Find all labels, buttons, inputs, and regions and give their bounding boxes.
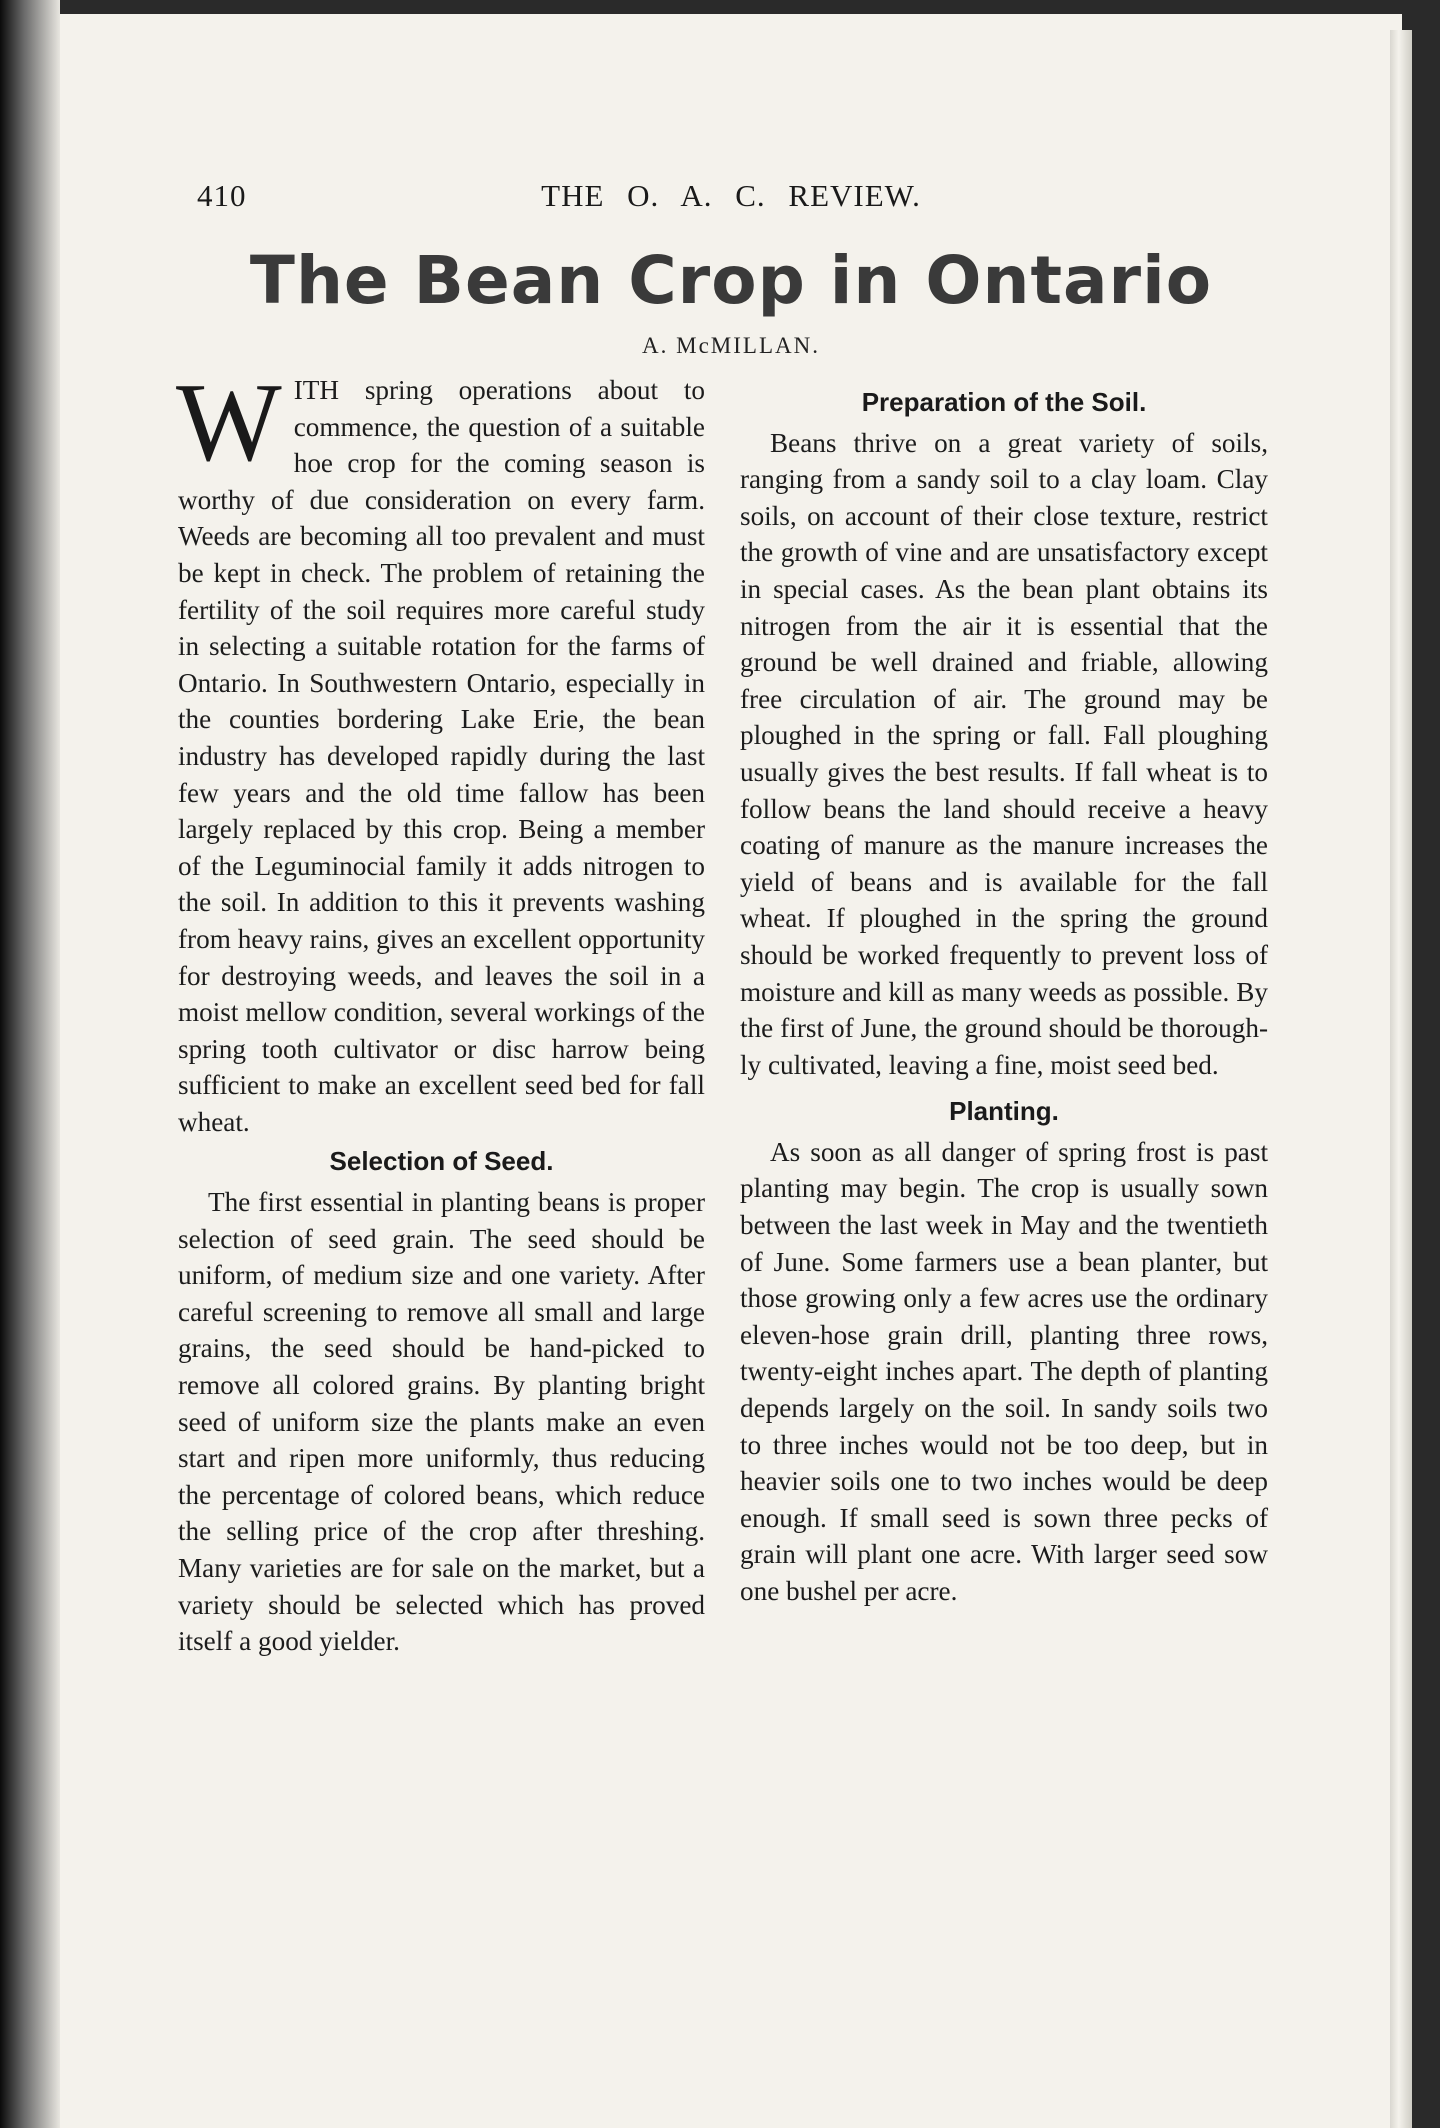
preparation-of-soil-paragraph: Beans thrive on a great variety of soils, ranging from a sandy soil to a clay loam. Clay soils, on account of their close texture, restrict the growth of vine and are unsatisfactory except in special cases. As the bean plant obtains its nitrogen from the air it is essential that the ground be well drained and friable, allowing free circulation of air. The ground may be ploughed in the spring or fall. Fall ploughing usually gives the best results. If fall wheat is to follow beans the land should receive a heavy coating of manure as the manure increases the yield of beans and is available for the fall wheat. If ploughed in the spring the ground should be worked frequently to prevent loss of moisture and kill as many weeds as possible. By the first of June, the ground should be thoroughly cultivated, leaving a fine, moist seed bed.: [740, 427, 1268, 1080]
drop-cap: W: [176, 361, 282, 485]
article-author: A. McMILLAN.: [642, 333, 820, 358]
article-title: The Bean Crop in Ontario: [249, 242, 1213, 319]
page-edge: [1390, 30, 1412, 2128]
journal-title: THE O. A. C. REVIEW.: [541, 178, 921, 213]
page-number: 410: [197, 178, 247, 213]
left-column: [176, 361, 705, 1660]
selection-of-seed-paragraph: The first essential in planting beans is proper selection of seed grain. The seed should be uniform, of medium size and one variety. After careful screening to remove all small and large grains, the seed should be hand-picked to remove all colored grains. By planting bright seed of uniform size the plants make an even start and ripen more uniformly, thus reducing the percentage of colored beans, which reduce the selling price of the crop after threshing. Many varieties are for sale on the market, but a variety should be selected which has proved itself a good yielder.: [178, 1187, 705, 1657]
section-heading-selection-of-seed: Selection of Seed.: [329, 1146, 554, 1177]
intro-text: ITH spring operations about to commence, the question of a suitable hoe crop for the coming season is worthy of due consideration on every farm. Weeds are becoming all too prevalent and must be kept in check. The problem of retaining the fertility of the soil requires more careful study in selecting a suitable rotation for the farms of Ontario. In Southwestern Ontario, especially in the counties bordering Lake Erie, the bean industry has developed rapidly during the last few years and the old time fallow has been largely replaced by this crop. Being a member of the Leguminocial family it adds nitrogen to the soil. In addition to this it prevents washing from heavy rains, gives an excellent opportunity for destroying weeds, and leaves the soil in a moist mellow condition, several workings of the spring tooth cultivator or disc harrow being sufficient to make an excellent seed bed for fall wheat.: [178, 375, 705, 1137]
running-header: [197, 178, 1265, 228]
section-heading-planting: Planting.: [949, 1096, 1059, 1127]
intro-paragraph: [176, 361, 705, 1140]
planting-paragraph: As soon as all danger of spring frost is past planting may begin. The crop is usually sown between the last week in May and the twentieth of June. Some farmers use a bean planter, but those growing only a few acres use the ordinary eleven-hose grain drill, planting three rows, twenty-eight inches apart. The depth of planting depends largely on the soil. In sandy soils two to three inches would not be too deep, but in heavier soils one to two inches would be deep enough. If small seed is sown three pecks of grain will plant one acre. With larger seed sow one bushel per acre.: [740, 1136, 1268, 1606]
section-heading-preparation-of-soil: Preparation of the Soil.: [861, 387, 1147, 417]
right-column: [740, 381, 1268, 1610]
binding-shadow: [0, 0, 60, 2128]
